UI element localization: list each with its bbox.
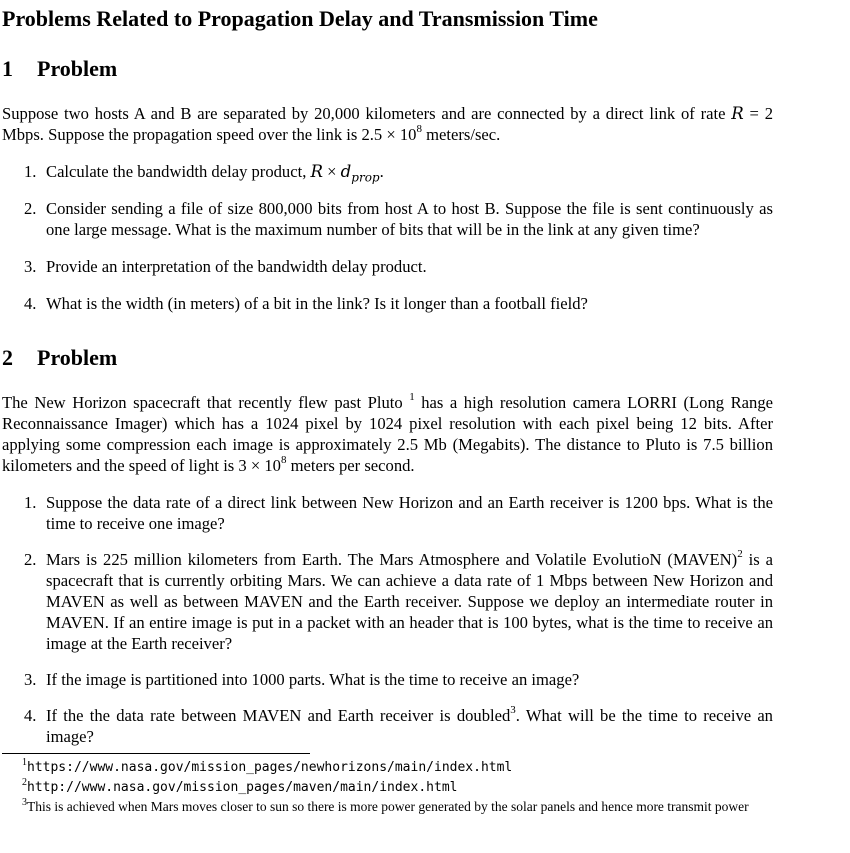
list-item: 1. Calculate the bandwidth delay product, $R \times d_{prop}$. bbox=[24, 162, 384, 185]
page-title: Problems Related to Propagation Delay and Transmission Time bbox=[2, 6, 598, 31]
list-item: 3. If the image is partitioned into 1000 parts. What is the time to receive an image? bbox=[24, 670, 580, 689]
section-heading bbox=[2, 55, 773, 83]
footnote-3: $^3$This is achieved when Mars moves closer to sun so there is more power generated by the solar panels and hence more transmit power bbox=[22, 796, 749, 814]
footnote-1[interactable]: $^1$https://www.nasa.gov/mission_pages/newhorizons/main/index.html bbox=[22, 756, 513, 775]
footnote-rule bbox=[2, 753, 310, 754]
list-item: 2. Consider sending a file of size 800,000 bits from host A to host B. Suppose the file is sent continuously as one large message. What is the maximum number of bits that will be in the link at any given time? bbox=[24, 199, 773, 239]
footnotes bbox=[2, 753, 773, 815]
list-item: 4. What is the width (in meters) of a bit in the link? Is it longer than a football field? bbox=[24, 294, 588, 313]
section-number: 2 bbox=[2, 345, 13, 370]
footnote-2[interactable]: $^2$http://www.nasa.gov/mission_pages/maven/main/index.html bbox=[22, 776, 458, 795]
list-item: 4. If the the data rate between MAVEN and Earth receiver is doubled$^3$. What will be the time to receive an image? bbox=[24, 704, 773, 746]
footnote-link[interactable]: https://www.nasa.gov/mission_pages/newhorizons/main/index.html bbox=[27, 760, 513, 775]
list-item: 3. Provide an interpretation of the bandwidth delay product. bbox=[24, 257, 427, 276]
section-title: Problem bbox=[37, 56, 118, 81]
footnote-link[interactable]: http://www.nasa.gov/mission_pages/maven/main/index.html bbox=[27, 780, 458, 795]
section-1 bbox=[2, 55, 773, 314]
question-list bbox=[2, 161, 773, 314]
section-1-intro: Suppose two hosts A and B are separated by 20,000 kilometers and are connected by a direct link of rate R = 2 Mbps. Suppose the propagation speed over the link is $2.5 \times 10^8$ meters/sec. bbox=[2, 104, 773, 144]
question-list bbox=[2, 492, 773, 747]
list-item: 1. Suppose the data rate of a direct link between New Horizon and an Earth receiver is 1200 bps. What is the time to receive one image? bbox=[24, 493, 773, 533]
section-title: Problem bbox=[37, 345, 118, 370]
section-heading bbox=[2, 344, 773, 372]
list-item: 2. Mars is 225 million kilometers from Earth. The Mars Atmosphere and Volatile EvolutioN (MAVEN)$^2$ is a spacecraft that is currently orbiting Mars. We can achieve a data rate of 1 Mbps between New Horizon and MAVEN as well as between MAVEN and the Earth receiver. Suppose we deploy an intermediate router in MAVEN. If an entire image is put in a packet with an header that is 100 bytes, what is the time to receive an image at the Earth receiver? bbox=[24, 548, 773, 653]
section-number: 1 bbox=[2, 56, 13, 81]
section-2 bbox=[2, 344, 773, 747]
document bbox=[2, 5, 773, 815]
section-2-intro: The New Horizon spacecraft that recently flew past Pluto $^1$ has a high resolution camera LORRI (Long Range Reconnaissance Imager) which has a 1024 pixel by 1024 pixel resolution with each pixel being 12 bits. After applying some compression each image is approximately 2.5 Mb (Megabits). The distance to Pluto is 7.5 billion kilometers and the speed of light is $3 \times 10^8$ meters per second. bbox=[2, 391, 773, 475]
